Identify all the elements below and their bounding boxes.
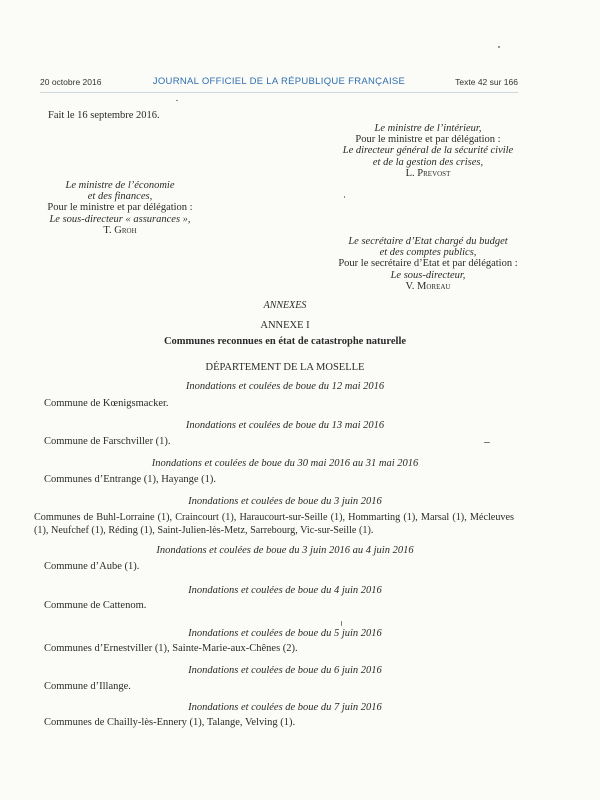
event-heading: Inondations et coulées de boue du 30 mai 2016 au 31 mai 2016 bbox=[151, 458, 419, 469]
sig-budget-line1: Le secrétaire d’Etat chargé du budget bbox=[348, 236, 508, 247]
annexes-title: ANNEXES bbox=[263, 300, 307, 311]
text-number: Texte 42 sur 166 bbox=[455, 77, 518, 87]
signature-budget bbox=[310, 236, 546, 292]
communes-list: Commune de Kœnigsmacker. bbox=[44, 398, 169, 409]
fait-le: Fait le 16 septembre 2016. bbox=[48, 110, 160, 121]
event-heading: Inondations et coulées de boue du 13 mai 2016 bbox=[185, 420, 385, 431]
sig-budget-name: V. Moreau bbox=[405, 280, 451, 292]
scan-speck bbox=[484, 442, 490, 443]
event-heading: Inondations et coulées de boue du 5 juin 2016 bbox=[188, 628, 382, 639]
sig-economie-line1: Le ministre de l’économie bbox=[65, 180, 175, 191]
communes-list: Communes d’Ernestviller (1), Sainte-Marie-aux-Chênes (2). bbox=[44, 643, 298, 654]
scan-speck bbox=[341, 621, 342, 626]
sig-budget-line4: Le sous-directeur, bbox=[390, 269, 466, 281]
event-heading: Inondations et coulées de boue du 12 mai 2016 bbox=[185, 381, 385, 392]
sig-interieur-line2: Pour le ministre et par délégation : bbox=[355, 134, 501, 146]
sig-interieur-line3: Le directeur général de la sécurité civile bbox=[342, 145, 514, 157]
event-heading: Inondations et coulées de boue du 3 juin 2016 bbox=[188, 496, 382, 507]
sig-budget-line3: Pour le secrétaire d’Etat et par délégation : bbox=[338, 258, 518, 270]
sig-interieur-line4: et de la gestion des crises, bbox=[372, 156, 484, 168]
header-date: 20 octobre 2016 bbox=[40, 77, 102, 87]
communes-list: Communes de Buhl-Lorraine (1), Craincourt (1), Haraucourt-sur-Seille (1), Hommarting (1), Marsal (1), Mécleuves (1), Neufchef (1), Réding (1), Saint-Julien-lès-Metz, Sarrebourg, Vic-sur-Seille (1). bbox=[34, 512, 514, 536]
communes-list: Communes d’Entrange (1), Hayange (1). bbox=[44, 474, 217, 485]
sig-interieur-line1: Le ministre de l’intérieur, bbox=[374, 123, 482, 134]
annexe-subtitle: ANNEXE I bbox=[260, 320, 310, 331]
scan-speck bbox=[498, 46, 500, 48]
annexe-heading: Communes reconnues en état de catastrophe naturelle bbox=[163, 336, 407, 347]
signature-economie bbox=[20, 180, 220, 236]
communes-list: Commune de Farschviller (1). bbox=[44, 436, 171, 447]
communes-list: Commune de Cattenom. bbox=[44, 600, 147, 611]
sig-interieur-name: L. Prevost bbox=[405, 167, 451, 179]
signature-interieur bbox=[318, 123, 538, 179]
communes-list: Communes de Chailly-lès-Ennery (1), Talange, Velving (1). bbox=[44, 717, 296, 728]
event-heading: Inondations et coulées de boue du 6 juin 2016 bbox=[188, 665, 382, 676]
page-header bbox=[40, 76, 518, 90]
journal-title: JOURNAL OFFICIEL DE LA RÉPUBLIQUE FRANÇAISE bbox=[152, 76, 406, 87]
communes-list: Commune d’Aube (1). bbox=[44, 561, 140, 572]
departement-heading: DÉPARTEMENT DE LA MOSELLE bbox=[205, 362, 365, 373]
communes-list: Commune d’Illange. bbox=[44, 681, 131, 692]
sig-economie-line3: Pour le ministre et par délégation : bbox=[47, 202, 193, 214]
sig-budget-line2: et des comptes publics, bbox=[379, 247, 477, 259]
scan-speck bbox=[344, 196, 345, 198]
header-rule bbox=[40, 92, 518, 93]
sig-economie-line2: et des finances, bbox=[87, 191, 153, 203]
event-heading: Inondations et coulées de boue du 4 juin 2016 bbox=[188, 585, 382, 596]
scan-speck bbox=[176, 100, 178, 101]
event-heading: Inondations et coulées de boue du 3 juin 2016 au 4 juin 2016 bbox=[156, 545, 414, 556]
sig-economie-line4: Le sous-directeur « assurances », bbox=[49, 213, 191, 225]
event-heading: Inondations et coulées de boue du 7 juin 2016 bbox=[188, 702, 382, 713]
sig-economie-name: T. Groh bbox=[103, 224, 137, 236]
